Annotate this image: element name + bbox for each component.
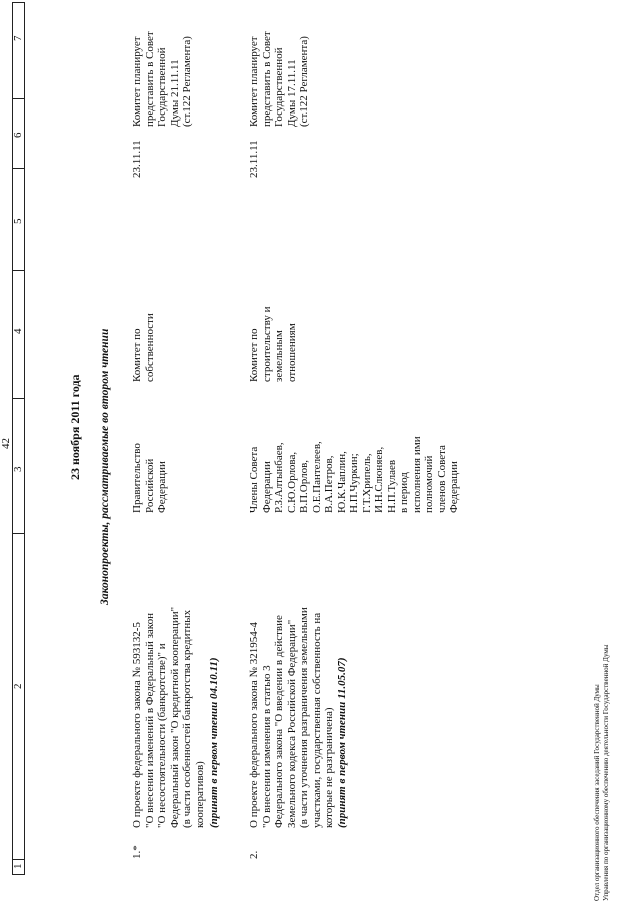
page-number: 42 — [0, 438, 12, 449]
column-separator — [13, 859, 24, 860]
text-line: В.П.Орлов, — [298, 459, 310, 513]
first-reading-note: (принят в первом чтении 04.10.11) — [208, 657, 220, 828]
column-number: 1 — [12, 863, 24, 869]
row-number: 2. — [248, 850, 260, 859]
text-line: Г.Т.Хрипель, — [360, 453, 373, 513]
text-line: О проекте федерального закона № 321954-4 — [248, 622, 260, 828]
column-separator — [13, 98, 24, 99]
committee — [131, 313, 156, 382]
column-number: 7 — [12, 35, 24, 41]
plan-note — [131, 31, 194, 127]
text-line: Комитет планирует — [248, 36, 260, 127]
column-number: 2 — [12, 683, 24, 689]
text-line: Ю.К.Чаплин, — [335, 451, 348, 513]
text-line: "О несостоятельности (банкротстве)" и — [156, 643, 168, 828]
text-line: Думы 17.11.11 — [285, 59, 298, 127]
text-line: исполнения ими — [410, 436, 423, 513]
text-line: (ст.122 Регламента) — [181, 36, 193, 127]
column-separator — [13, 270, 24, 271]
text-line: представить в Совет — [143, 31, 156, 127]
text-line: (в части особенностей банкротства кредитных — [181, 609, 193, 828]
footer — [593, 645, 611, 901]
column-separator — [13, 533, 24, 534]
text-line: в период — [398, 472, 410, 513]
text-line: отношениям — [285, 323, 298, 382]
text-line: Федерации — [156, 461, 168, 513]
consideration-date: 23.11.11 — [248, 140, 260, 178]
column-number-row — [12, 2, 25, 875]
text-line: Государственной — [273, 47, 285, 127]
text-line: С.Ю.Орлова, — [285, 451, 298, 513]
text-line: Комитет по — [131, 328, 143, 382]
plan-note — [248, 31, 311, 127]
first-reading-note: (принят в первом чтении 11.05.07) — [335, 657, 348, 828]
text-line: членов Совета — [435, 445, 448, 513]
initiator — [131, 443, 169, 513]
text-line: участками, государственная собственность на — [310, 612, 323, 828]
text-line: Федерального закона "О введении в действие — [273, 615, 285, 828]
column-number: 6 — [12, 132, 24, 138]
text-line: О.Е.Пантелеев, — [310, 441, 323, 513]
text-line: строительству и — [260, 306, 273, 382]
text-line: В.А.Петров, — [323, 455, 335, 513]
text-line: И.Н.Слюняев, — [373, 446, 385, 513]
text-line: "О внесении изменения в статью 3 — [260, 665, 273, 828]
text-line: Комитет по — [248, 328, 260, 382]
text-line: (в части уточнения разграничения земельными — [298, 607, 310, 828]
column-number: 5 — [12, 218, 24, 224]
text-line: Государственной — [156, 47, 168, 127]
date-title: 23 ноября 2011 года — [68, 374, 82, 480]
text-line: Федерации — [448, 461, 460, 513]
text-line: которые не разграничена) — [323, 707, 335, 828]
column-separator — [13, 398, 24, 399]
footer-line: Отдел организационного обеспечения заседаний Государственной Думы — [593, 684, 601, 901]
column-separator — [13, 168, 24, 169]
text-line: Члены Совета — [248, 446, 260, 513]
text-line: (ст.122 Регламента) — [298, 36, 310, 127]
text-line: Р.З.Алтынбаев, — [273, 442, 285, 513]
text-line: Н.П.Чуркин; — [348, 453, 360, 513]
text-line: Комитет планирует — [131, 36, 143, 127]
text-line: Правительство — [131, 443, 143, 513]
committee — [248, 306, 298, 382]
text-line: Земельного кодекса Российской Федерации" — [285, 619, 298, 828]
section-title: Законопроекты, рассматриваемые во втором чтении — [99, 328, 111, 605]
text-line: Российской — [143, 458, 156, 513]
text-line: Федерации — [260, 461, 273, 513]
text-line: Думы 21.11.11 — [168, 59, 181, 127]
bill-title — [131, 528, 221, 828]
column-number: 4 — [12, 328, 24, 334]
text-line: земельным — [273, 330, 285, 382]
text-line: собственности — [143, 313, 156, 382]
text-line: представить в Совет — [260, 31, 273, 127]
text-line: полномочий — [423, 455, 435, 513]
text-line: кооперативов) — [193, 761, 206, 828]
footer-line: Управления по организационному обеспечению деятельности Государственной Думы — [602, 644, 610, 901]
text-line: "О внесении изменений в Федеральный закон — [143, 613, 156, 828]
text-line: О проекте федерального закона № 593132-5 — [131, 622, 143, 828]
text-line: Н.П.Тулаев — [385, 459, 398, 513]
column-number: 3 — [12, 466, 24, 472]
consideration-date: 23.11.11 — [131, 140, 143, 178]
row-number: 1.* — [131, 845, 143, 859]
initiator — [248, 436, 461, 513]
bill-title — [248, 528, 348, 828]
text-line: Федеральный закон "О кредитной кооперации" — [168, 606, 181, 828]
